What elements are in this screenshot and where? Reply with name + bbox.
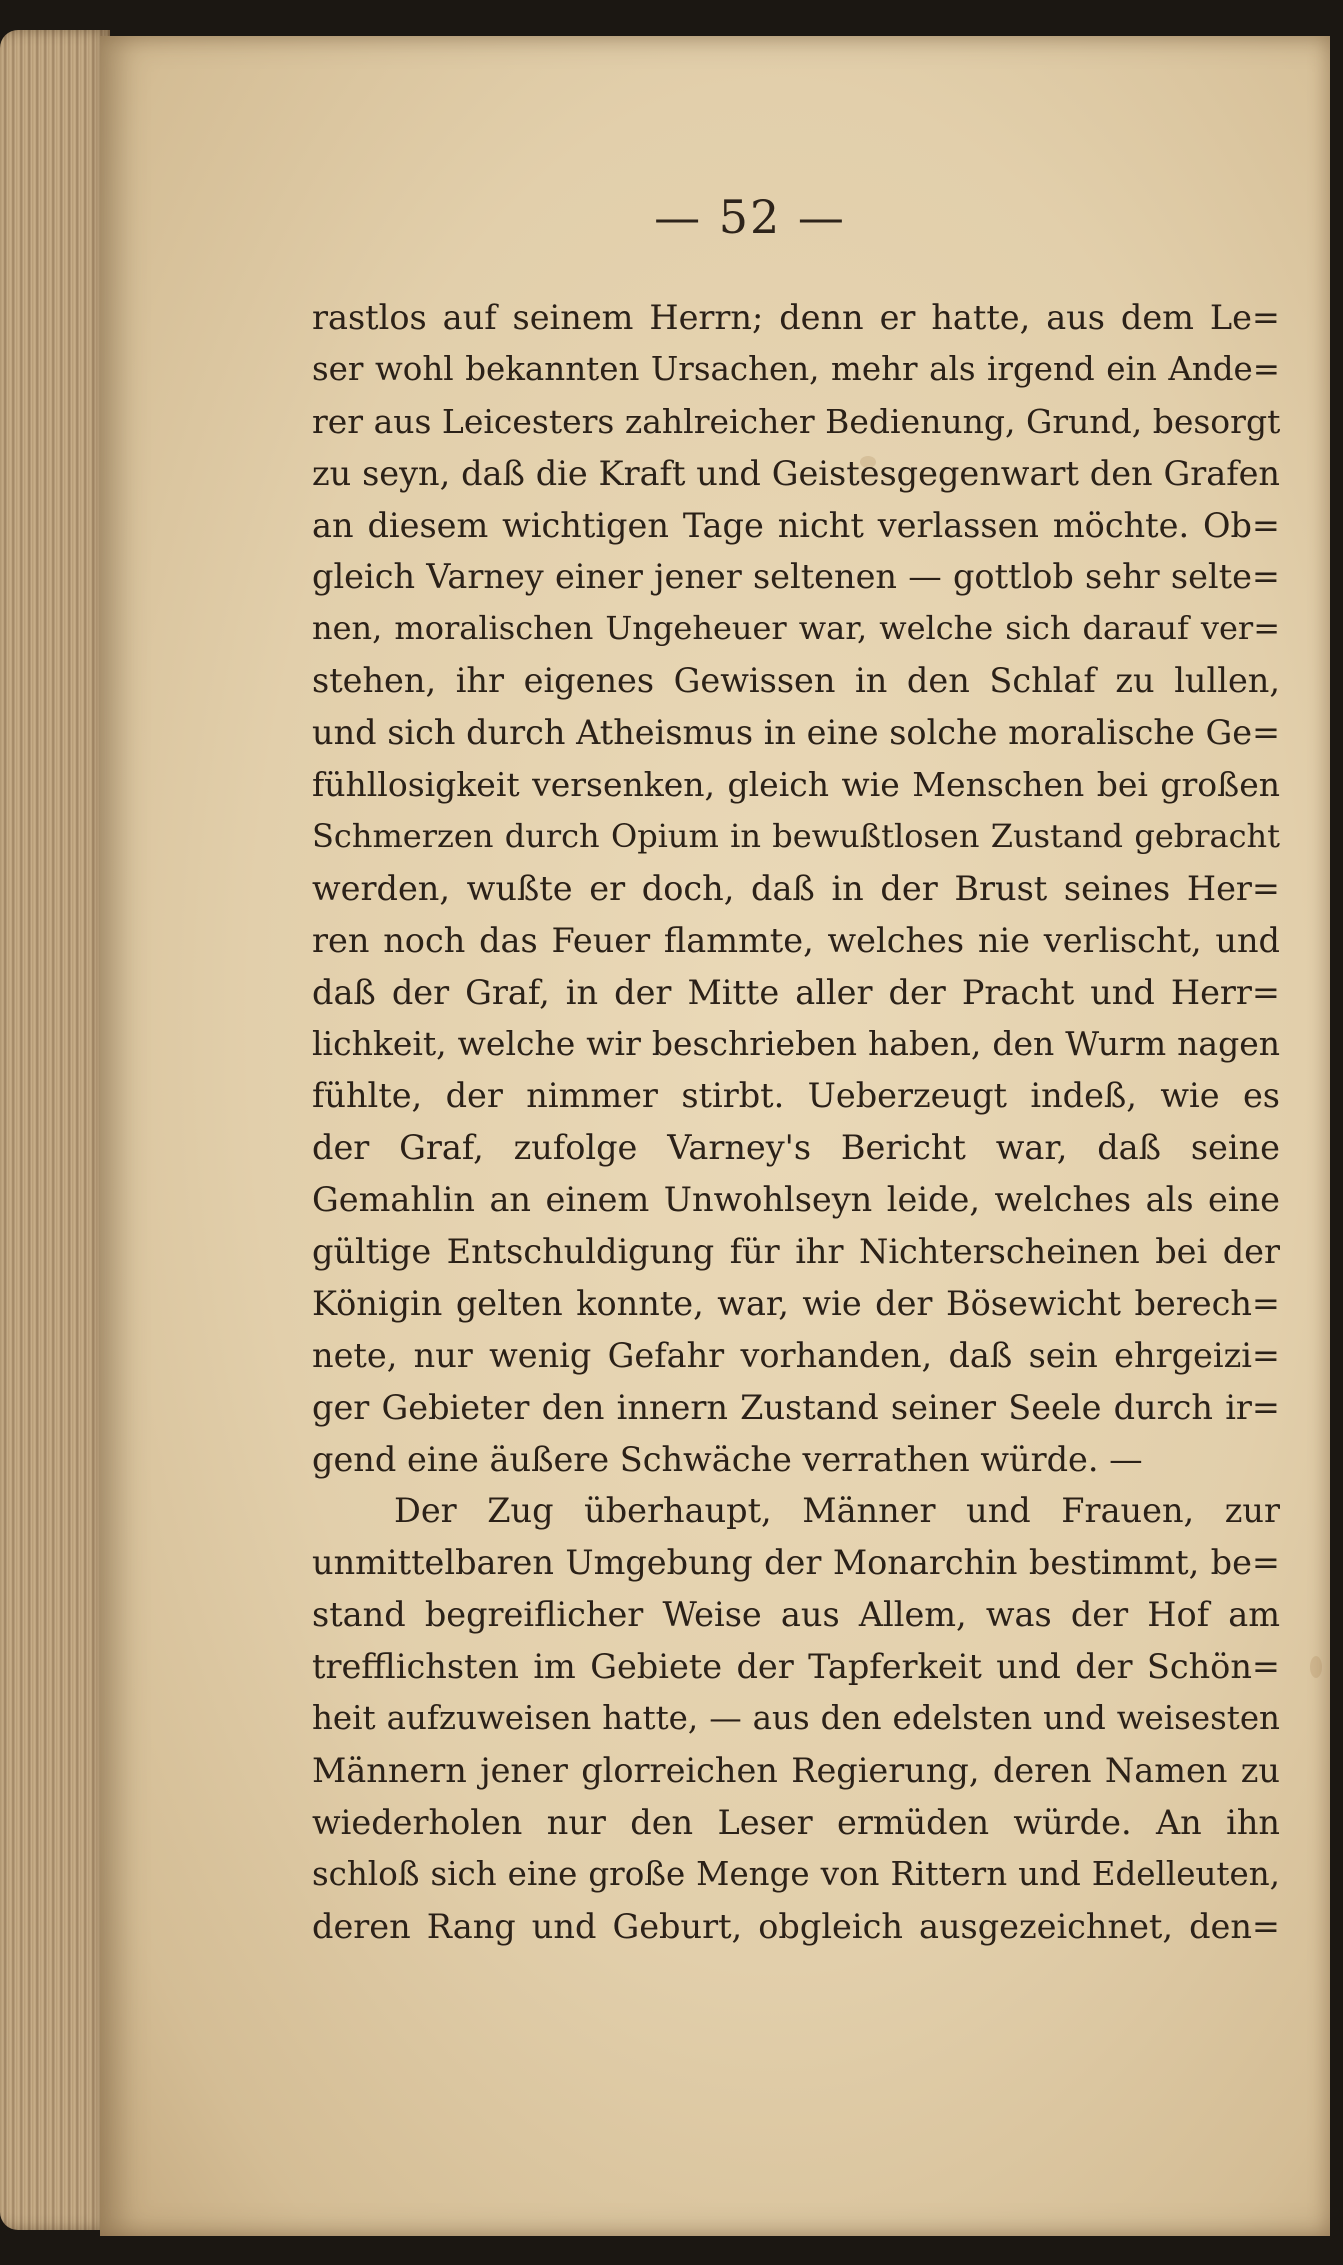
text-line: heit aufzuweisen hatte, — aus den edelsten und weisesten bbox=[312, 1699, 1280, 1738]
paragraph bbox=[312, 292, 1280, 1485]
text-line: fühllosigkeit versenken, gleich wie Menschen bei großen bbox=[312, 765, 1280, 805]
text-line: stehen, ihr eigenes Gewissen in den Schlaf zu lullen, bbox=[312, 661, 1280, 701]
text-line: deren Rang und Geburt, obgleich ausgezeichnet, den= bbox=[312, 1906, 1280, 1946]
text-line: lichkeit, welche wir beschrieben haben, den Wurm nagen bbox=[312, 1024, 1280, 1064]
text-line: ger Gebieter den innern Zustand seiner Seele durch ir= bbox=[312, 1387, 1280, 1427]
text-line: schloß sich eine große Menge von Rittern und Edelleuten, bbox=[312, 1854, 1280, 1893]
text-line: rastlos auf seinem Herrn; denn er hatte, aus dem Le= bbox=[312, 298, 1280, 337]
text-line: ser wohl bekannten Ursachen, mehr als irgend ein Ande= bbox=[312, 349, 1280, 388]
page-edges bbox=[0, 30, 110, 2230]
text-line: werden, wußte er doch, daß in der Brust seines Her= bbox=[312, 868, 1280, 908]
text-line: gleich Varney einer jener seltenen — gottlob sehr selte= bbox=[312, 557, 1280, 597]
text-line: rer aus Leicesters zahlreicher Bedienung, Grund, besorgt bbox=[312, 401, 1280, 441]
text-line: und sich durch Atheismus in eine solche moralische Ge= bbox=[312, 713, 1280, 753]
text-line: gültige Entschuldigung für ihr Nichterscheinen bei der bbox=[312, 1232, 1280, 1272]
text-line: nete, nur wenig Gefahr vorhanden, daß sein ehrgeizi= bbox=[312, 1335, 1280, 1375]
text-line: zu seyn, daß die Kraft und Geistesgegenwart den Grafen bbox=[312, 453, 1280, 493]
text-line: daß der Graf, in der Mitte aller der Pracht und Herr= bbox=[312, 972, 1280, 1012]
text-line: wiederholen nur den Leser ermüden würde. An ihn bbox=[312, 1802, 1280, 1842]
body-text bbox=[312, 292, 1280, 1953]
text-line: Königin gelten konnte, war, wie der Bösewicht berech= bbox=[312, 1283, 1280, 1323]
paragraph bbox=[312, 1485, 1280, 1952]
text-line: ren noch das Feuer flammte, welches nie verlischt, und bbox=[312, 920, 1280, 960]
text-line: nen, moralischen Ungeheuer war, welche sich darauf ver= bbox=[312, 609, 1280, 648]
text-line: Schmerzen durch Opium in bewußtlosen Zustand gebracht bbox=[312, 816, 1280, 855]
text-line: Gemahlin an einem Unwohlseyn leide, welches als eine bbox=[312, 1180, 1280, 1220]
text-line: stand begreiflicher Weise aus Allem, was der Hof am bbox=[312, 1595, 1280, 1635]
text-line: trefflichsten im Gebiete der Tapferkeit und der Schön= bbox=[312, 1647, 1280, 1687]
text-line: fühlte, der nimmer stirbt. Ueberzeugt indeß, wie es bbox=[312, 1076, 1280, 1116]
page-number: — 52 — bbox=[654, 190, 846, 244]
text-line: der Graf, zufolge Varney's Bericht war, daß seine bbox=[312, 1128, 1280, 1168]
text-line: an diesem wichtigen Tage nicht verlassen möchte. Ob= bbox=[312, 505, 1280, 545]
foxing-spot bbox=[1310, 1656, 1322, 1678]
text-line: Männern jener glorreichen Regierung, deren Namen zu bbox=[312, 1750, 1280, 1790]
text-line: gend eine äußere Schwäche verrathen würde. — bbox=[312, 1439, 1143, 1479]
text-line: unmittelbaren Umgebung der Monarchin bestimmt, be= bbox=[312, 1543, 1280, 1583]
text-line: Der Zug überhaupt, Männer und Frauen, zur bbox=[394, 1491, 1280, 1531]
